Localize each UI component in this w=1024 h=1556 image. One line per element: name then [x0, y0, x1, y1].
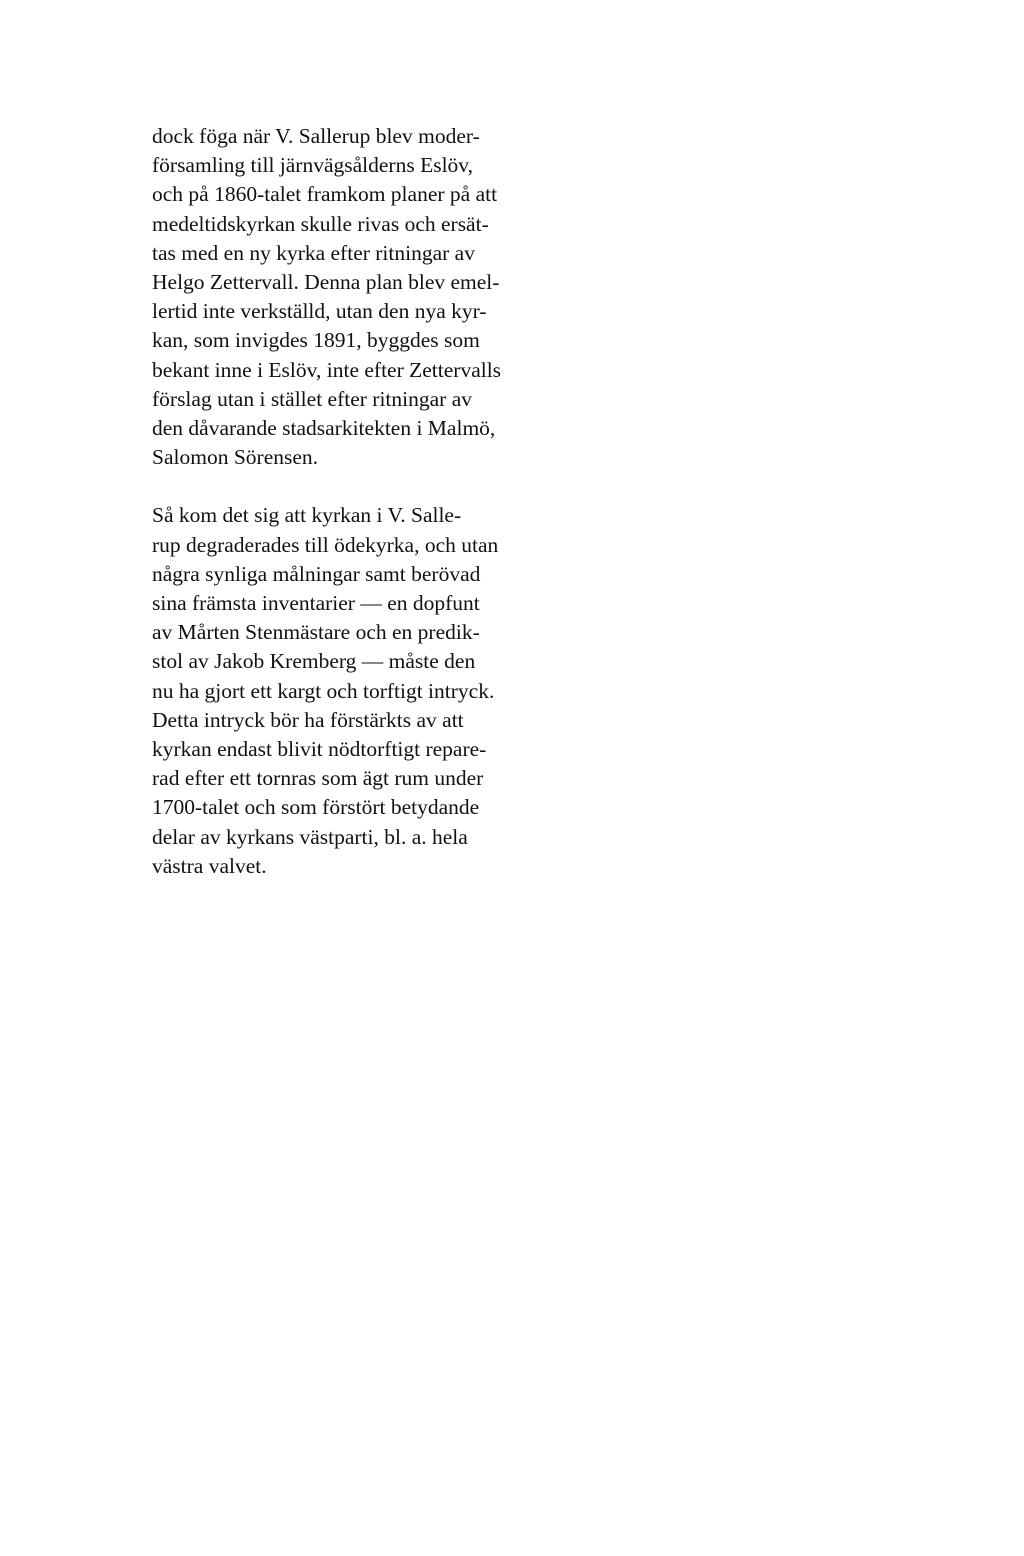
text-line: rup degraderades till ödekyrka, och utan [152, 532, 499, 557]
left-column [152, 122, 560, 881]
text-line: förslag utan i stället efter ritningar av [152, 386, 472, 411]
text-line: Salomon Sörensen. [152, 445, 319, 470]
text-line: 1700-talet och som förstört betydande [152, 795, 480, 820]
text-line: tas med en ny kyrka efter ritningar av [152, 240, 475, 265]
text-line: sina främsta inventarier — en dopfunt [152, 591, 480, 616]
text-line: Helgo Zettervall. Denna plan blev emel- [152, 270, 500, 295]
text-line: några synliga målningar samt berövad [152, 561, 481, 586]
text-line: och på 1860-talet framkom planer på att [152, 182, 498, 207]
text-line: bekant inne i Eslöv, inte efter Zettervalls [152, 357, 502, 382]
paragraph [152, 122, 560, 472]
text-line: västra valvet. [152, 853, 267, 878]
text-line: den dåvarande stadsarkitekten i Malmö, [152, 416, 496, 441]
text-line: rad efter ett tornras som ägt rum under [152, 766, 484, 791]
text-line: nu ha gjort ett kargt och torftigt intryck. [152, 678, 495, 703]
text-line: kan, som invigdes 1891, byggdes som [152, 328, 480, 353]
text-line: dock föga när V. Sallerup blev moder- [152, 124, 480, 148]
text-line: delar av kyrkans västparti, bl. a. hela [152, 824, 468, 849]
text-line: församling till järnvägsålderns Eslöv, [152, 153, 474, 178]
text-line: kyrkan endast blivit nödtorftigt repare- [152, 737, 487, 762]
text-line: stol av Jakob Kremberg — måste den [152, 649, 476, 674]
paragraph [152, 501, 560, 881]
text-line: Detta intryck bör ha förstärkts av att [152, 707, 464, 732]
text-line: av Mårten Stenmästare och en predik- [152, 620, 480, 645]
text-line: lertid inte verkställd, utan den nya kyr- [152, 299, 487, 324]
text-line: medeltidskyrkan skulle rivas och ersät- [152, 211, 489, 236]
text-line: Så kom det sig att kyrkan i V. Salle- [152, 503, 462, 528]
